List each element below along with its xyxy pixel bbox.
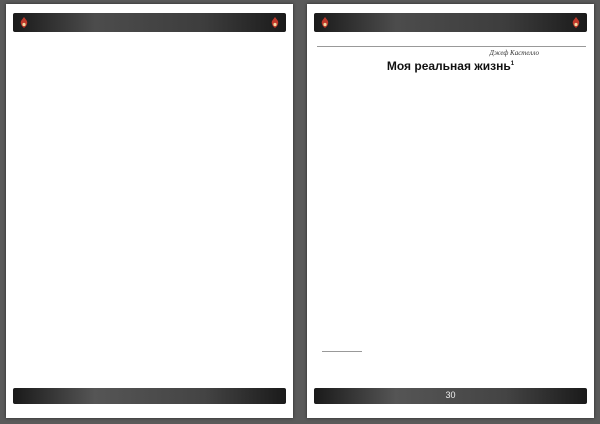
flame-emblem-icon bbox=[268, 16, 282, 29]
footnote-divider bbox=[322, 351, 362, 352]
article-body bbox=[322, 81, 581, 339]
article-title bbox=[307, 59, 594, 73]
page-number: 30 bbox=[445, 390, 456, 400]
flame-emblem-icon bbox=[17, 16, 31, 29]
issue-divider bbox=[317, 46, 586, 47]
article-author: Джеф Кастелло bbox=[489, 49, 539, 57]
flame-emblem-icon bbox=[318, 16, 332, 29]
left-page-header bbox=[13, 13, 286, 32]
right-page-header bbox=[314, 13, 587, 32]
left-page bbox=[6, 4, 293, 418]
right-page bbox=[307, 4, 594, 418]
left-page-footer bbox=[13, 388, 286, 404]
right-page-footer bbox=[314, 388, 587, 404]
flame-emblem-icon bbox=[569, 16, 583, 29]
article-title-text: Моя реальная жизнь bbox=[386, 59, 511, 73]
footnote-mark: 1 bbox=[510, 61, 515, 67]
